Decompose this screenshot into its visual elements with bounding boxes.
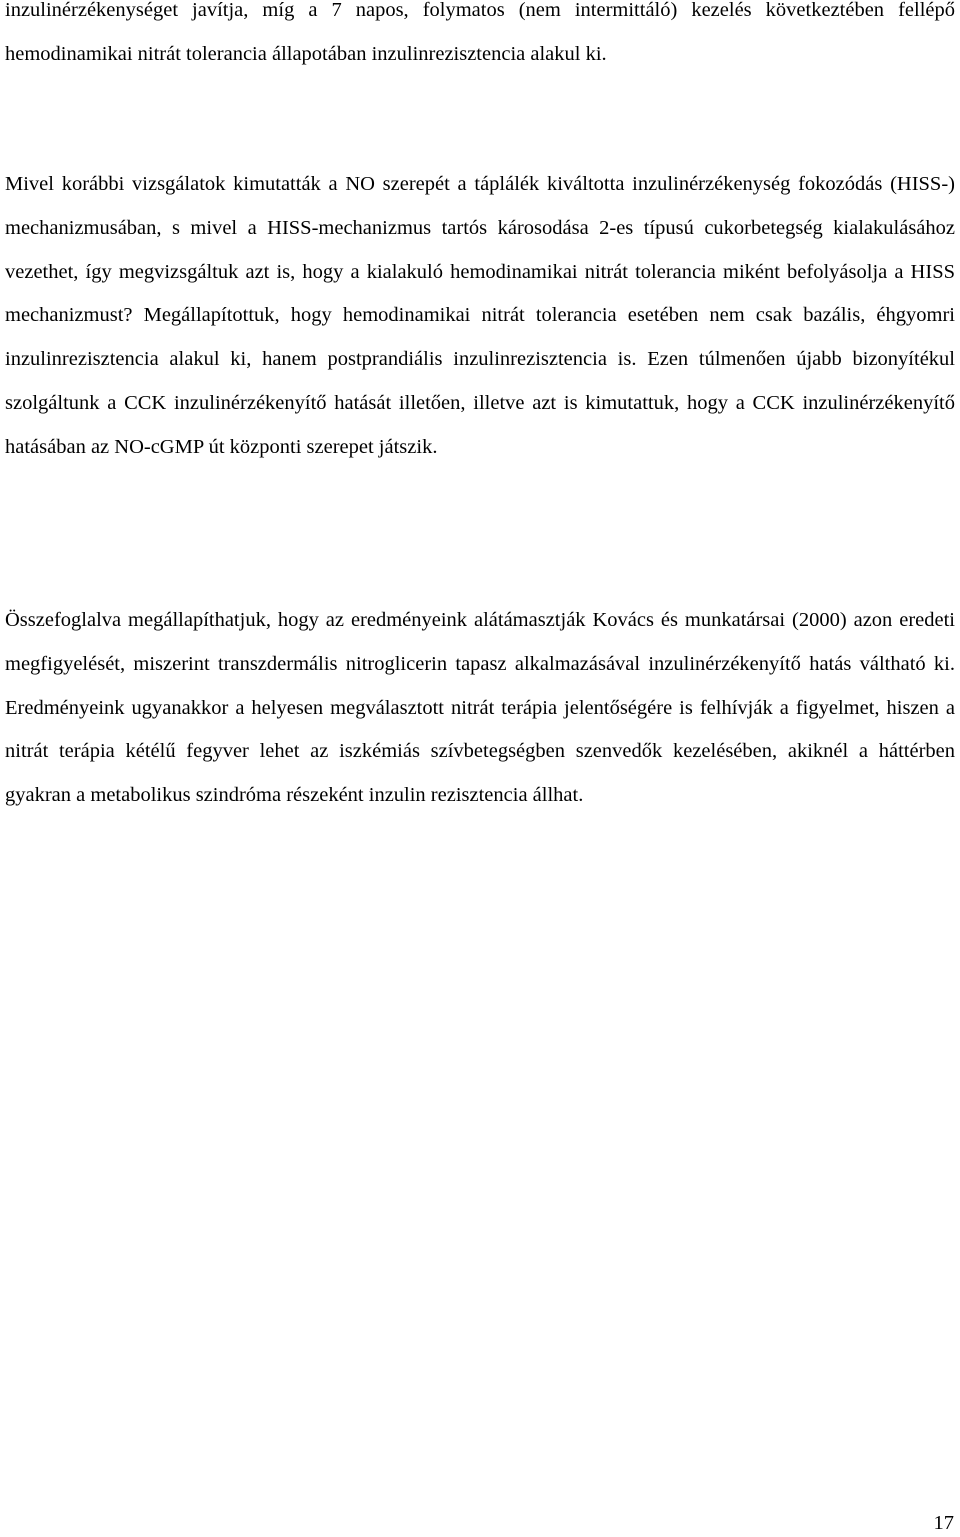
paragraph-hiss-mechanism: Mivel korábbi vizsgálatok kimutatták a NO szerepét a táplálék kiváltotta inzulinérzékenység fokozódás (HISS-) mechanizmusában, s mivel a HISS-mechanizmus tartós károsodása 2-es típusú cukorbetegség kialakulásához vezethet, így megvizsgáltuk azt is, hogy a kialakuló hemodinamikai nitrát tolerancia miként befolyásolja a HISS mechanizmust? Megállapítottuk, hogy hemodinamikai nitrát tolerancia esetében nem csak bazális, éhgyomri inzulinrezisztencia alakul ki, hanem postprandiális inzulinrezisztencia is. Ezen túlmenően újabb bizonyítékul szolgáltunk a CCK inzulinérzékenyítő hatását illetően, illetve azt is kimutattuk, hogy a CCK inzulinérzékenyítő hatásában az NO-cGMP út központi szerepet játszik. [5, 173, 955, 458]
page-number: 17 [933, 1512, 954, 1534]
paragraph-summary: Összefoglalva megállapíthatjuk, hogy az eredményeink alátámasztják Kovács és munkatársai (2000) azon eredeti megfigyelését, miszerint transzdermális nitroglicerin tapasz alkalmazásával inzulinérzékenyítő hatás váltható ki. Eredményeink ugyanakkor a helyesen megválasztott nitrát terápia jelentőségére is felhívják a figyelmet, hiszen a nitrát terápia kétélű fegyver lehet az iszkémiás szívbetegségben szenvedők kezelésében, akiknél a háttérben gyakran a metabolikus szindróma részeként inzulin rezisztencia állhat. [5, 609, 955, 807]
paragraph-continuation: inzulinérzékenységet javítja, míg a 7 napos, folymatos (nem intermittáló) kezelés következtében fellépő hemodinamikai nitrát tolerancia állapotában inzulinrezisztencia alakul ki. [5, 0, 955, 65]
